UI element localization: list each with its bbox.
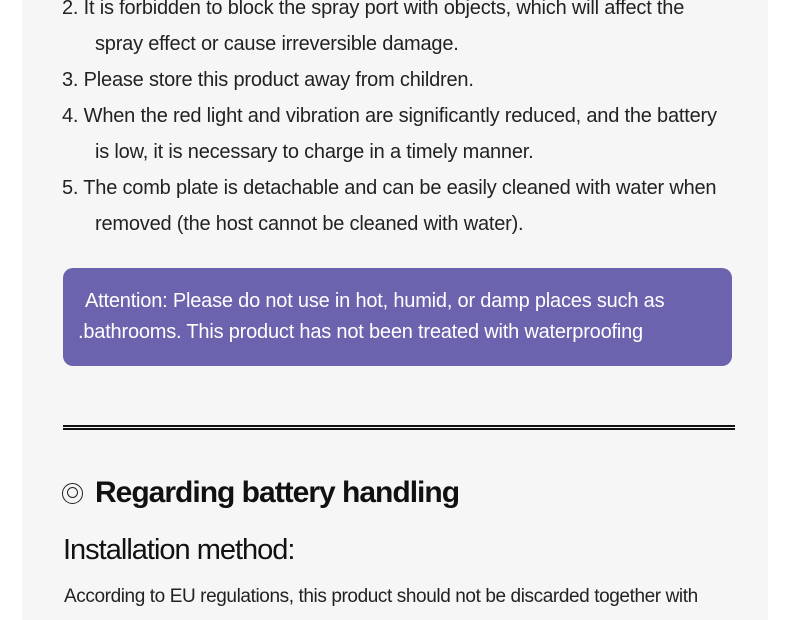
list-item xyxy=(62,62,752,98)
list-item-continuation: is low, it is necessary to charge in a timely manner. xyxy=(95,141,534,163)
paragraph-line: According to EU regulations, this product should not be discarded together with xyxy=(64,586,698,607)
list-item xyxy=(62,0,752,62)
section-heading xyxy=(62,476,459,510)
list-item xyxy=(62,170,752,242)
list-item-line: 5. The comb plate is detachable and can be easily cleaned with water when xyxy=(62,177,717,199)
section-divider xyxy=(63,425,735,430)
battery-paragraph xyxy=(64,582,744,612)
list-item xyxy=(62,98,752,170)
instruction-list xyxy=(62,0,752,242)
section-title: Regarding battery handling xyxy=(95,476,460,509)
double-circle-icon xyxy=(62,483,83,504)
list-item-continuation: removed (the host cannot be cleaned with water). xyxy=(95,213,524,235)
list-item-continuation: spray effect or cause irreversible damage. xyxy=(95,33,459,55)
list-item-line: 4. When the red light and vibration are significantly reduced, and the battery xyxy=(62,105,717,127)
attention-notice xyxy=(63,268,732,366)
installation-title: Installation method: xyxy=(63,534,295,566)
notice-line: .bathrooms. This product has not been treated with waterproofing xyxy=(78,321,643,343)
list-item-line: 2. It is forbidden to block the spray port with objects, which will affect the xyxy=(62,0,685,19)
notice-line: Attention: Please do not use in hot, humid, or damp places such as xyxy=(85,290,665,312)
document-page xyxy=(22,0,768,620)
list-item-line: 3. Please store this product away from children. xyxy=(62,69,474,91)
